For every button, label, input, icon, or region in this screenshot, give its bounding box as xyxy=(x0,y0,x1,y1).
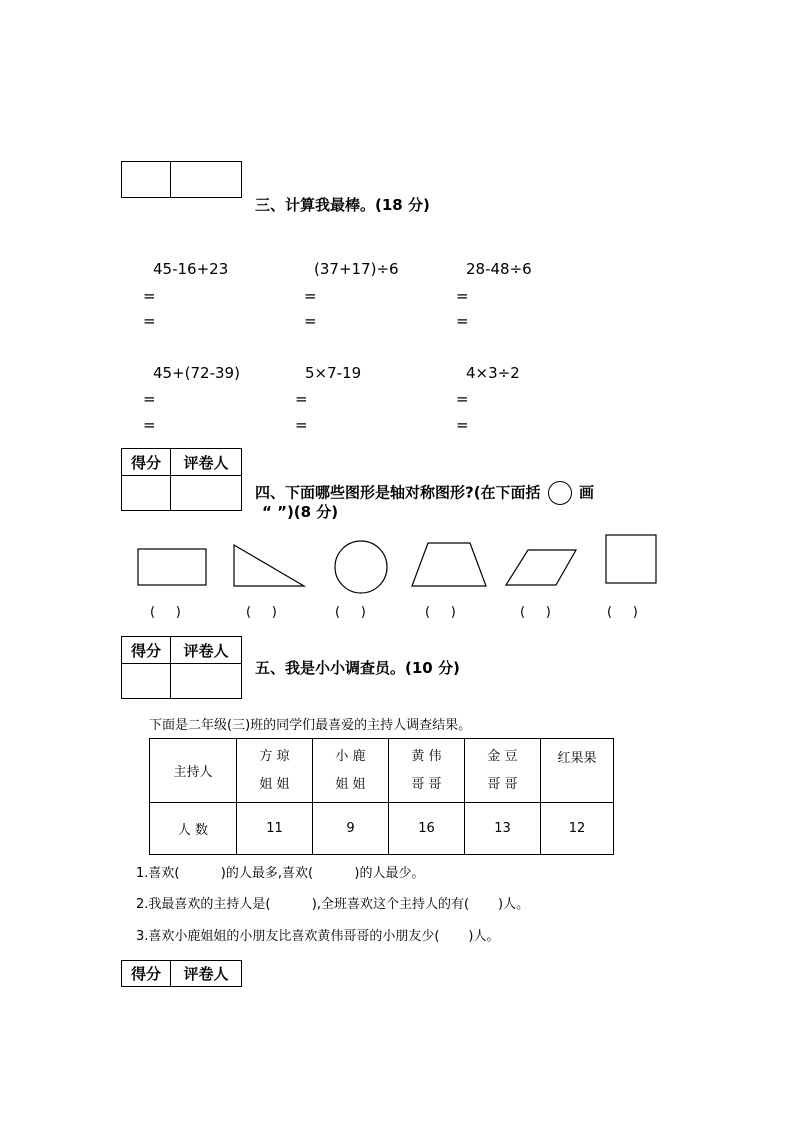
survey-intro: 下面是二年级(三)班的同学们最喜爱的主持人调查结果。 xyxy=(149,718,472,733)
host-name-line: 哥 哥 xyxy=(411,776,442,792)
host-name-cell xyxy=(237,739,313,803)
equals-sign: = xyxy=(143,287,156,305)
answer-blank[interactable]: ( ) xyxy=(425,605,456,620)
equals-sign: = xyxy=(456,416,469,434)
equals-sign: = xyxy=(304,312,317,330)
host-name-line: 哥 哥 xyxy=(487,776,518,792)
table-header-count: 人 数 xyxy=(150,803,237,855)
circle-icon xyxy=(335,541,387,593)
problem-expression: 4×3÷2 xyxy=(466,364,520,382)
equals-sign: = xyxy=(304,287,317,305)
grader-label: 评卷人 xyxy=(171,961,242,987)
section4-title-line2: “ ”)(8 分) xyxy=(262,503,339,521)
host-name-line: 小 鹿 xyxy=(335,748,366,764)
count-cell: 12 xyxy=(541,803,614,855)
grader-label: 评卷人 xyxy=(171,449,242,476)
problem-expression: 45-16+23 xyxy=(153,260,229,278)
grader-cell[interactable] xyxy=(171,664,242,699)
problem-expression: 45+(72-39) xyxy=(153,364,240,382)
section3-title: 三、计算我最棒。(18 分) xyxy=(255,196,430,214)
equals-sign: = xyxy=(456,312,469,330)
answer-blank[interactable]: ( ) xyxy=(607,605,638,620)
score-label: 得分 xyxy=(122,637,171,664)
equals-sign: = xyxy=(456,287,469,305)
score-cell[interactable] xyxy=(122,664,171,699)
answer-blank[interactable]: ( ) xyxy=(520,605,551,620)
problem-expression: (37+17)÷6 xyxy=(314,260,399,278)
count-cell: 11 xyxy=(237,803,313,855)
right-triangle-icon xyxy=(234,545,304,586)
count-cell: 13 xyxy=(465,803,541,855)
count-cell: 16 xyxy=(389,803,465,855)
survey-table xyxy=(149,738,614,855)
table-row xyxy=(150,803,614,855)
question-2: 2.我最喜欢的主持人是( ),全班喜欢这个主持人的有( )人。 xyxy=(136,897,530,912)
equals-sign: = xyxy=(295,390,308,408)
host-name-line: 红果果 xyxy=(557,751,597,766)
host-name-cell xyxy=(313,739,389,803)
answer-blank[interactable]: ( ) xyxy=(335,605,366,620)
section4-title-text: 四、下面哪些图形是轴对称图形?(在下面括 xyxy=(255,483,541,502)
host-name-line: 方 琼 xyxy=(259,748,290,764)
question-3: 3.喜欢小鹿姐姐的小朋友比喜欢黄伟哥哥的小朋友少( )人。 xyxy=(136,929,500,944)
question-1: 1.喜欢( )的人最多,喜欢( )的人最少。 xyxy=(136,866,425,881)
host-name-cell xyxy=(465,739,541,803)
host-name-line: 黄 伟 xyxy=(411,748,442,764)
count-cell: 9 xyxy=(313,803,389,855)
table-row xyxy=(150,739,614,803)
trapezoid-icon xyxy=(412,543,486,586)
host-name-line: 金 豆 xyxy=(487,748,518,764)
equals-sign: = xyxy=(143,416,156,434)
host-name-cell xyxy=(389,739,465,803)
problem-expression: 5×7-19 xyxy=(305,364,362,382)
answer-blank[interactable]: ( ) xyxy=(150,605,181,620)
table-header-host: 主持人 xyxy=(150,739,237,803)
problem-expression: 28-48÷6 xyxy=(466,260,532,278)
square-icon xyxy=(606,535,656,583)
rectangle-icon xyxy=(138,549,206,585)
equals-sign: = xyxy=(143,312,156,330)
grader-label: 评卷人 xyxy=(171,637,242,664)
score-label: 得分 xyxy=(122,961,171,987)
score-label: 得分 xyxy=(122,449,171,476)
equals-sign: = xyxy=(456,390,469,408)
parallelogram-icon xyxy=(506,550,576,585)
section4-title-text-end: 画 xyxy=(579,483,595,502)
equals-sign: = xyxy=(143,390,156,408)
score-box-next xyxy=(121,960,242,987)
host-name-line: 姐 姐 xyxy=(335,776,366,792)
host-name-line: 姐 姐 xyxy=(259,776,290,792)
equals-sign: = xyxy=(295,416,308,434)
host-name-cell xyxy=(541,739,614,803)
score-box-section5 xyxy=(121,636,242,699)
answer-blank[interactable]: ( ) xyxy=(246,605,277,620)
section5-title: 五、我是小小调查员。(10 分) xyxy=(255,659,460,677)
